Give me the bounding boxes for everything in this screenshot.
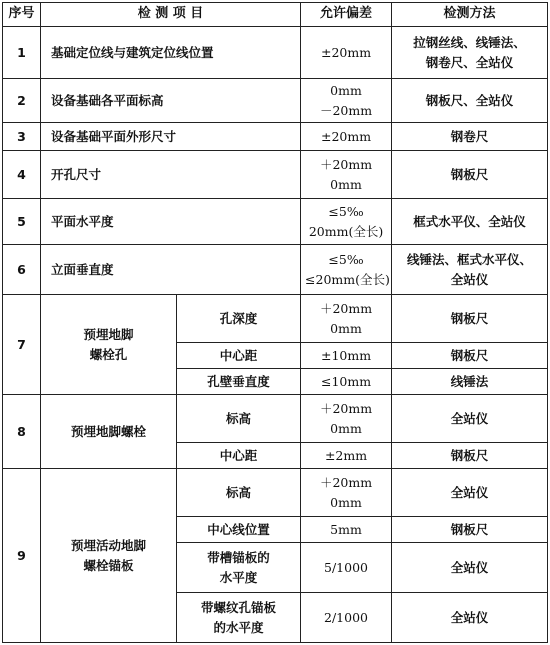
row-method: 线锤法 (392, 369, 548, 395)
table-row (3, 151, 548, 199)
tolerance-line: ＋20mm (319, 300, 373, 316)
row-tolerance: ±10mm (301, 343, 392, 369)
row-tolerance: 2/1000 (301, 593, 392, 643)
sub-item: 标高 (177, 395, 301, 443)
method-line: 线锤法、框式水平仪、 (407, 251, 533, 267)
sub-item-line: 带螺纹孔锚板 (201, 599, 277, 615)
group-title-line: 螺栓锚板 (83, 557, 134, 573)
row-method: 全站仪 (392, 469, 548, 517)
row-tolerance: 5mm (301, 517, 392, 543)
row-tolerance (301, 27, 392, 79)
row-method: 钢板尺 (392, 517, 548, 543)
row-method (392, 199, 548, 245)
row-tolerance: 5/1000 (301, 543, 392, 593)
table-row (3, 295, 548, 343)
group-title (41, 395, 177, 469)
row-item: 设备基础各平面标高 (41, 79, 301, 123)
sub-item: 孔壁垂直度 (177, 369, 301, 395)
row-tolerance (301, 151, 392, 199)
row-tolerance (301, 199, 392, 245)
row-tolerance (301, 469, 392, 517)
tolerance-line: 0mm (330, 420, 362, 436)
row-tolerance (301, 79, 392, 123)
sub-item-line: 带槽锚板的 (207, 549, 270, 565)
sub-item: 中心距 (177, 343, 301, 369)
row-no: 7 (3, 295, 41, 395)
row-item: 平面水平度 (41, 199, 301, 245)
row-tolerance (301, 295, 392, 343)
table-row (3, 199, 548, 245)
tolerance-line: ＋20mm (319, 156, 373, 172)
header-no: 序号 (3, 3, 41, 27)
group-title-line: 预埋地脚螺栓 (70, 423, 146, 439)
row-method (392, 123, 548, 151)
group-title (41, 469, 177, 643)
table-row (3, 245, 548, 295)
row-method (392, 245, 548, 295)
method-line: 全站仪 (450, 271, 489, 287)
tolerance-line: ≤5‰ (328, 203, 364, 219)
table-row (3, 123, 548, 151)
row-method (392, 27, 548, 79)
method-line: 钢板尺、全站仪 (425, 92, 514, 108)
method-line: 拉钢丝线、线锤法、 (413, 34, 526, 50)
row-tolerance (301, 123, 392, 151)
method-line: 框式水平仪、全站仪 (413, 213, 526, 229)
inspection-table (2, 2, 548, 643)
group-title (41, 295, 177, 395)
table-row (3, 79, 548, 123)
row-tolerance (301, 395, 392, 443)
table-row (3, 469, 548, 517)
group-title-line: 预埋地脚 (83, 326, 134, 342)
row-no: 2 (3, 79, 41, 123)
row-no: 1 (3, 27, 41, 79)
tolerance-line: 0mm (330, 494, 362, 510)
row-no: 8 (3, 395, 41, 469)
tolerance-line: ±20mm (320, 44, 372, 60)
tolerance-line: ±20mm (320, 128, 372, 144)
method-line: 钢卷尺、全站仪 (425, 54, 514, 70)
row-item: 开孔尺寸 (41, 151, 301, 199)
row-no: 4 (3, 151, 41, 199)
row-no: 3 (3, 123, 41, 151)
tolerance-line: ＋20mm (319, 400, 373, 416)
row-method: 钢板尺 (392, 295, 548, 343)
header-row (3, 3, 548, 27)
header-tolerance: 允许偏差 (301, 3, 392, 27)
tolerance-line: 0mm (330, 82, 362, 98)
group-title-line: 螺栓孔 (89, 346, 128, 362)
row-method: 全站仪 (392, 543, 548, 593)
table-row (3, 395, 548, 443)
method-line: 钢卷尺 (450, 128, 489, 144)
tolerance-line: ≤20mm(全长) (305, 271, 390, 287)
tolerance-line: 20mm(全长) (308, 223, 384, 239)
sub-item-line: 的水平度 (213, 619, 264, 635)
sub-item: 中心距 (177, 443, 301, 469)
method-line: 钢板尺 (450, 166, 489, 182)
row-item: 立面垂直度 (41, 245, 301, 295)
row-method: 全站仪 (392, 593, 548, 643)
row-no: 9 (3, 469, 41, 643)
row-method: 钢板尺 (392, 443, 548, 469)
sub-item: 中心线位置 (177, 517, 301, 543)
sub-item (177, 593, 301, 643)
row-tolerance: ≤10mm (301, 369, 392, 395)
tolerance-line: ≤5‰ (328, 251, 364, 267)
sub-item: 孔深度 (177, 295, 301, 343)
row-method: 钢板尺 (392, 343, 548, 369)
header-method: 检测方法 (392, 3, 548, 27)
row-tolerance (301, 245, 392, 295)
table-row (3, 27, 548, 79)
row-item: 基础定位线与建筑定位线位置 (41, 27, 301, 79)
row-no: 6 (3, 245, 41, 295)
row-tolerance: ±2mm (301, 443, 392, 469)
tolerance-line: 0mm (330, 320, 362, 336)
sub-item-line: 水平度 (219, 569, 258, 585)
tolerance-line: 0mm (330, 176, 362, 192)
row-item: 设备基础平面外形尺寸 (41, 123, 301, 151)
group-title-line: 预埋活动地脚 (70, 537, 146, 553)
sub-item: 标高 (177, 469, 301, 517)
row-method: 全站仪 (392, 395, 548, 443)
sub-item (177, 543, 301, 593)
row-method (392, 151, 548, 199)
tolerance-line: －20mm (319, 102, 373, 118)
header-item: 检 测 项 目 (41, 3, 301, 27)
tolerance-line: ＋20mm (319, 474, 373, 490)
row-no: 5 (3, 199, 41, 245)
row-method (392, 79, 548, 123)
